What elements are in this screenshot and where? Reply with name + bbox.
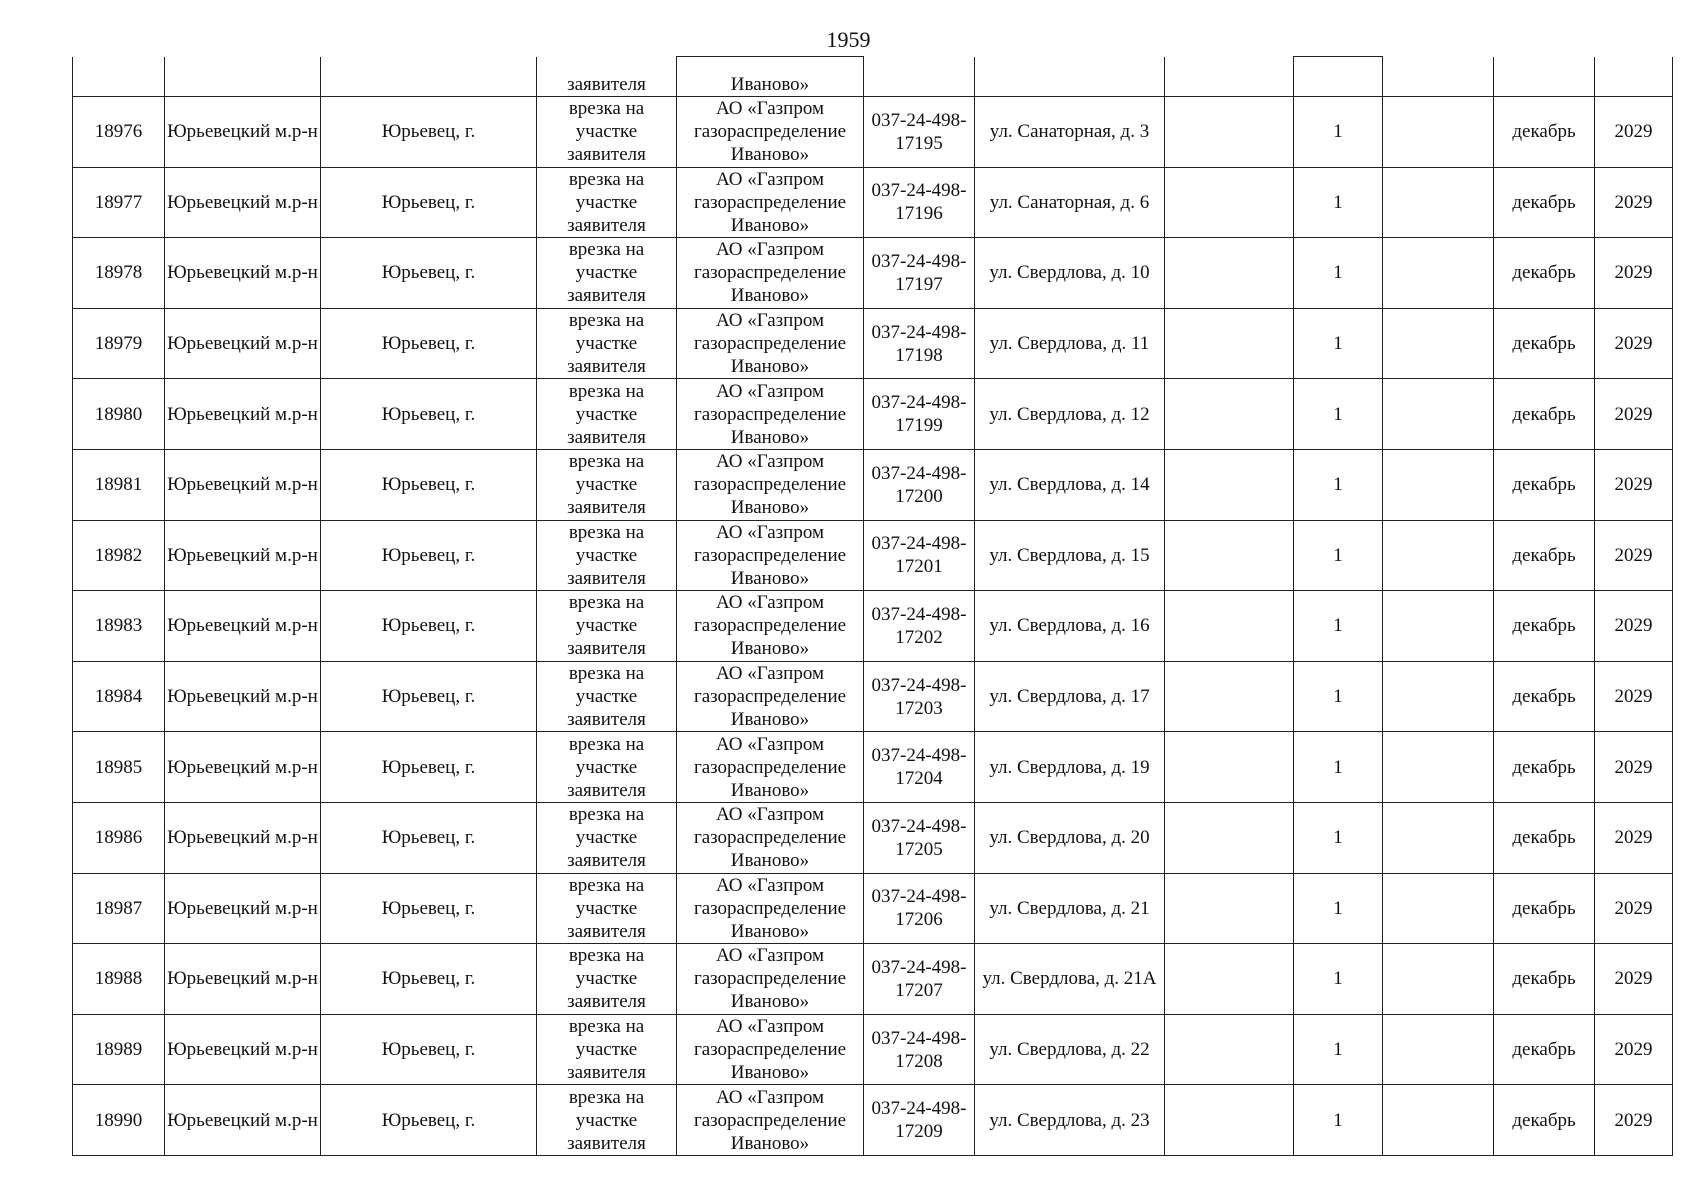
method-cell: врезка на участке заявителя bbox=[537, 944, 677, 1015]
address-cell: ул. Санаторная, д. 3 bbox=[975, 97, 1165, 168]
empty-cell bbox=[1383, 520, 1494, 591]
empty-cell bbox=[1383, 732, 1494, 803]
empty-cell bbox=[1165, 1014, 1294, 1085]
address-cell: ул. Свердлова, д. 15 bbox=[975, 520, 1165, 591]
quantity-cell: 1 bbox=[1294, 379, 1383, 450]
district-cell: Юрьевецкий м.р-н bbox=[165, 520, 321, 591]
empty-cell bbox=[1165, 308, 1294, 379]
org-cell: АО «Газпром газораспределение Иваново» bbox=[677, 802, 864, 873]
district-cell: Юрьевецкий м.р-н bbox=[165, 732, 321, 803]
city-cell: Юрьевец, г. bbox=[321, 1014, 537, 1085]
method-cell: врезка на участке заявителя bbox=[537, 873, 677, 944]
year-cell: 2029 bbox=[1595, 97, 1673, 168]
method-cell: врезка на участке заявителя bbox=[537, 167, 677, 238]
empty-cell bbox=[1165, 379, 1294, 450]
city-cell: Юрьевец, г. bbox=[321, 308, 537, 379]
city-cell: Юрьевец, г. bbox=[321, 449, 537, 520]
method-cell: врезка на участке заявителя bbox=[537, 1085, 677, 1156]
org-cell: АО «Газпром газораспределение Иваново» bbox=[677, 1085, 864, 1156]
row-number-cell: 18978 bbox=[73, 238, 165, 309]
year-cell: 2029 bbox=[1595, 1085, 1673, 1156]
district-cell: Юрьевецкий м.р-н bbox=[165, 802, 321, 873]
table-row bbox=[73, 1014, 1673, 1085]
table-row bbox=[73, 379, 1673, 450]
continuation-cell bbox=[864, 57, 975, 97]
continuation-cell bbox=[165, 57, 321, 97]
table-row bbox=[73, 238, 1673, 309]
table-row bbox=[73, 167, 1673, 238]
code-cell: 037-24-498-17209 bbox=[864, 1085, 975, 1156]
code-cell: 037-24-498-17196 bbox=[864, 167, 975, 238]
empty-cell bbox=[1165, 449, 1294, 520]
city-cell: Юрьевец, г. bbox=[321, 661, 537, 732]
row-number-cell: 18989 bbox=[73, 1014, 165, 1085]
method-cell: врезка на участке заявителя bbox=[537, 591, 677, 662]
method-cell: врезка на участке заявителя bbox=[537, 1014, 677, 1085]
code-cell: 037-24-498-17208 bbox=[864, 1014, 975, 1085]
city-cell: Юрьевец, г. bbox=[321, 732, 537, 803]
empty-cell bbox=[1165, 97, 1294, 168]
empty-cell bbox=[1383, 449, 1494, 520]
month-cell: декабрь bbox=[1494, 379, 1595, 450]
row-number-cell: 18984 bbox=[73, 661, 165, 732]
district-cell: Юрьевецкий м.р-н bbox=[165, 1085, 321, 1156]
city-cell: Юрьевец, г. bbox=[321, 873, 537, 944]
quantity-cell: 1 bbox=[1294, 873, 1383, 944]
month-cell: декабрь bbox=[1494, 591, 1595, 662]
month-cell: декабрь bbox=[1494, 873, 1595, 944]
org-cell: АО «Газпром газораспределение Иваново» bbox=[677, 520, 864, 591]
city-cell: Юрьевец, г. bbox=[321, 167, 537, 238]
code-cell: 037-24-498-17203 bbox=[864, 661, 975, 732]
quantity-cell: 1 bbox=[1294, 661, 1383, 732]
empty-cell bbox=[1383, 97, 1494, 168]
continuation-cell bbox=[73, 57, 165, 97]
city-cell: Юрьевец, г. bbox=[321, 238, 537, 309]
org-cell: АО «Газпром газораспределение Иваново» bbox=[677, 873, 864, 944]
code-cell: 037-24-498-17205 bbox=[864, 802, 975, 873]
empty-cell bbox=[1165, 1085, 1294, 1156]
empty-cell bbox=[1383, 379, 1494, 450]
continuation-cell bbox=[975, 57, 1165, 97]
district-cell: Юрьевецкий м.р-н bbox=[165, 308, 321, 379]
district-cell: Юрьевецкий м.р-н bbox=[165, 591, 321, 662]
code-cell: 037-24-498-17197 bbox=[864, 238, 975, 309]
empty-cell bbox=[1165, 591, 1294, 662]
year-cell: 2029 bbox=[1595, 661, 1673, 732]
table-container bbox=[72, 56, 1673, 1156]
address-cell: ул. Свердлова, д. 17 bbox=[975, 661, 1165, 732]
month-cell: декабрь bbox=[1494, 1014, 1595, 1085]
row-number-cell: 18977 bbox=[73, 167, 165, 238]
empty-cell bbox=[1383, 167, 1494, 238]
org-cell: АО «Газпром газораспределение Иваново» bbox=[677, 591, 864, 662]
row-number-cell: 18981 bbox=[73, 449, 165, 520]
row-number-cell: 18986 bbox=[73, 802, 165, 873]
month-cell: декабрь bbox=[1494, 1085, 1595, 1156]
page-number: 1959 bbox=[826, 27, 871, 52]
quantity-cell: 1 bbox=[1294, 97, 1383, 168]
empty-cell bbox=[1165, 802, 1294, 873]
table-row bbox=[73, 591, 1673, 662]
district-cell: Юрьевецкий м.р-н bbox=[165, 873, 321, 944]
row-number-cell: 18987 bbox=[73, 873, 165, 944]
empty-cell bbox=[1383, 238, 1494, 309]
district-cell: Юрьевецкий м.р-н bbox=[165, 661, 321, 732]
method-cell: врезка на участке заявителя bbox=[537, 449, 677, 520]
quantity-cell: 1 bbox=[1294, 732, 1383, 803]
table-row bbox=[73, 520, 1673, 591]
month-cell: декабрь bbox=[1494, 449, 1595, 520]
empty-cell bbox=[1165, 238, 1294, 309]
city-cell: Юрьевец, г. bbox=[321, 802, 537, 873]
empty-cell bbox=[1383, 802, 1494, 873]
empty-cell bbox=[1383, 308, 1494, 379]
empty-cell bbox=[1383, 1085, 1494, 1156]
month-cell: декабрь bbox=[1494, 732, 1595, 803]
org-cell: АО «Газпром газораспределение Иваново» bbox=[677, 167, 864, 238]
continuation-cell bbox=[1595, 57, 1673, 97]
row-number-cell: 18985 bbox=[73, 732, 165, 803]
city-cell: Юрьевец, г. bbox=[321, 591, 537, 662]
empty-cell bbox=[1383, 1014, 1494, 1085]
quantity-cell: 1 bbox=[1294, 167, 1383, 238]
empty-cell bbox=[1165, 944, 1294, 1015]
table-row bbox=[73, 449, 1673, 520]
continuation-cell bbox=[1383, 57, 1494, 97]
continuation-org-cell: Иваново» bbox=[677, 57, 864, 97]
address-cell: ул. Свердлова, д. 23 bbox=[975, 1085, 1165, 1156]
month-cell: декабрь bbox=[1494, 802, 1595, 873]
org-cell: АО «Газпром газораспределение Иваново» bbox=[677, 379, 864, 450]
address-cell: ул. Свердлова, д. 11 bbox=[975, 308, 1165, 379]
year-cell: 2029 bbox=[1595, 873, 1673, 944]
address-cell: ул. Свердлова, д. 10 bbox=[975, 238, 1165, 309]
method-cell: врезка на участке заявителя bbox=[537, 379, 677, 450]
row-number-cell: 18976 bbox=[73, 97, 165, 168]
empty-cell bbox=[1383, 873, 1494, 944]
quantity-cell: 1 bbox=[1294, 1085, 1383, 1156]
code-cell: 037-24-498-17199 bbox=[864, 379, 975, 450]
quantity-cell: 1 bbox=[1294, 449, 1383, 520]
year-cell: 2029 bbox=[1595, 944, 1673, 1015]
address-cell: ул. Свердлова, д. 12 bbox=[975, 379, 1165, 450]
quantity-cell: 1 bbox=[1294, 308, 1383, 379]
month-cell: декабрь bbox=[1494, 520, 1595, 591]
month-cell: декабрь bbox=[1494, 308, 1595, 379]
method-cell: врезка на участке заявителя bbox=[537, 802, 677, 873]
row-number-cell: 18988 bbox=[73, 944, 165, 1015]
method-cell: врезка на участке заявителя bbox=[537, 97, 677, 168]
district-cell: Юрьевецкий м.р-н bbox=[165, 97, 321, 168]
empty-cell bbox=[1165, 732, 1294, 803]
district-cell: Юрьевецкий м.р-н bbox=[165, 449, 321, 520]
table-row bbox=[73, 1085, 1673, 1156]
month-cell: декабрь bbox=[1494, 167, 1595, 238]
city-cell: Юрьевец, г. bbox=[321, 97, 537, 168]
code-cell: 037-24-498-17206 bbox=[864, 873, 975, 944]
quantity-cell: 1 bbox=[1294, 520, 1383, 591]
empty-cell bbox=[1383, 591, 1494, 662]
code-cell: 037-24-498-17202 bbox=[864, 591, 975, 662]
row-number-cell: 18979 bbox=[73, 308, 165, 379]
year-cell: 2029 bbox=[1595, 591, 1673, 662]
table-row bbox=[73, 944, 1673, 1015]
month-cell: декабрь bbox=[1494, 238, 1595, 309]
address-cell: ул. Свердлова, д. 20 bbox=[975, 802, 1165, 873]
org-cell: АО «Газпром газораспределение Иваново» bbox=[677, 97, 864, 168]
method-cell: врезка на участке заявителя bbox=[537, 238, 677, 309]
method-cell: врезка на участке заявителя bbox=[537, 732, 677, 803]
month-cell: декабрь bbox=[1494, 944, 1595, 1015]
district-cell: Юрьевецкий м.р-н bbox=[165, 167, 321, 238]
year-cell: 2029 bbox=[1595, 167, 1673, 238]
org-cell: АО «Газпром газораспределение Иваново» bbox=[677, 944, 864, 1015]
quantity-cell: 1 bbox=[1294, 1014, 1383, 1085]
year-cell: 2029 bbox=[1595, 520, 1673, 591]
city-cell: Юрьевец, г. bbox=[321, 379, 537, 450]
address-cell: ул. Свердлова, д. 21А bbox=[975, 944, 1165, 1015]
org-cell: АО «Газпром газораспределение Иваново» bbox=[677, 238, 864, 309]
empty-cell bbox=[1165, 661, 1294, 732]
table-row bbox=[73, 873, 1673, 944]
empty-cell bbox=[1383, 661, 1494, 732]
continuation-row bbox=[73, 57, 1673, 97]
year-cell: 2029 bbox=[1595, 308, 1673, 379]
table-row bbox=[73, 97, 1673, 168]
district-cell: Юрьевецкий м.р-н bbox=[165, 944, 321, 1015]
month-cell: декабрь bbox=[1494, 97, 1595, 168]
district-cell: Юрьевецкий м.р-н bbox=[165, 1014, 321, 1085]
table-row bbox=[73, 661, 1673, 732]
year-cell: 2029 bbox=[1595, 732, 1673, 803]
continuation-cell bbox=[1165, 57, 1294, 97]
code-cell: 037-24-498-17207 bbox=[864, 944, 975, 1015]
org-cell: АО «Газпром газораспределение Иваново» bbox=[677, 449, 864, 520]
data-table bbox=[72, 56, 1673, 1156]
org-cell: АО «Газпром газораспределение Иваново» bbox=[677, 661, 864, 732]
method-cell: врезка на участке заявителя bbox=[537, 308, 677, 379]
continuation-cell bbox=[321, 57, 537, 97]
city-cell: Юрьевец, г. bbox=[321, 1085, 537, 1156]
year-cell: 2029 bbox=[1595, 238, 1673, 309]
quantity-cell: 1 bbox=[1294, 238, 1383, 309]
quantity-cell: 1 bbox=[1294, 802, 1383, 873]
year-cell: 2029 bbox=[1595, 449, 1673, 520]
table-row bbox=[73, 802, 1673, 873]
year-cell: 2029 bbox=[1595, 802, 1673, 873]
address-cell: ул. Свердлова, д. 22 bbox=[975, 1014, 1165, 1085]
row-number-cell: 18982 bbox=[73, 520, 165, 591]
address-cell: ул. Свердлова, д. 16 bbox=[975, 591, 1165, 662]
empty-cell bbox=[1165, 167, 1294, 238]
code-cell: 037-24-498-17200 bbox=[864, 449, 975, 520]
district-cell: Юрьевецкий м.р-н bbox=[165, 379, 321, 450]
org-cell: АО «Газпром газораспределение Иваново» bbox=[677, 308, 864, 379]
continuation-cell bbox=[1294, 57, 1383, 97]
org-cell: АО «Газпром газораспределение Иваново» bbox=[677, 1014, 864, 1085]
continuation-method-cell: заявителя bbox=[537, 57, 677, 97]
district-cell: Юрьевецкий м.р-н bbox=[165, 238, 321, 309]
address-cell: ул. Свердлова, д. 19 bbox=[975, 732, 1165, 803]
row-number-cell: 18983 bbox=[73, 591, 165, 662]
code-cell: 037-24-498-17201 bbox=[864, 520, 975, 591]
quantity-cell: 1 bbox=[1294, 944, 1383, 1015]
empty-cell bbox=[1165, 520, 1294, 591]
empty-cell bbox=[1165, 873, 1294, 944]
address-cell: ул. Свердлова, д. 21 bbox=[975, 873, 1165, 944]
code-cell: 037-24-498-17195 bbox=[864, 97, 975, 168]
city-cell: Юрьевец, г. bbox=[321, 520, 537, 591]
address-cell: ул. Санаторная, д. 6 bbox=[975, 167, 1165, 238]
address-cell: ул. Свердлова, д. 14 bbox=[975, 449, 1165, 520]
table-row bbox=[73, 732, 1673, 803]
table-row bbox=[73, 308, 1673, 379]
code-cell: 037-24-498-17204 bbox=[864, 732, 975, 803]
city-cell: Юрьевец, г. bbox=[321, 944, 537, 1015]
table-body bbox=[73, 57, 1673, 1156]
quantity-cell: 1 bbox=[1294, 591, 1383, 662]
empty-cell bbox=[1383, 944, 1494, 1015]
month-cell: декабрь bbox=[1494, 661, 1595, 732]
year-cell: 2029 bbox=[1595, 1014, 1673, 1085]
org-cell: АО «Газпром газораспределение Иваново» bbox=[677, 732, 864, 803]
method-cell: врезка на участке заявителя bbox=[537, 661, 677, 732]
year-cell: 2029 bbox=[1595, 379, 1673, 450]
continuation-cell bbox=[1494, 57, 1595, 97]
code-cell: 037-24-498-17198 bbox=[864, 308, 975, 379]
method-cell: врезка на участке заявителя bbox=[537, 520, 677, 591]
row-number-cell: 18980 bbox=[73, 379, 165, 450]
row-number-cell: 18990 bbox=[73, 1085, 165, 1156]
